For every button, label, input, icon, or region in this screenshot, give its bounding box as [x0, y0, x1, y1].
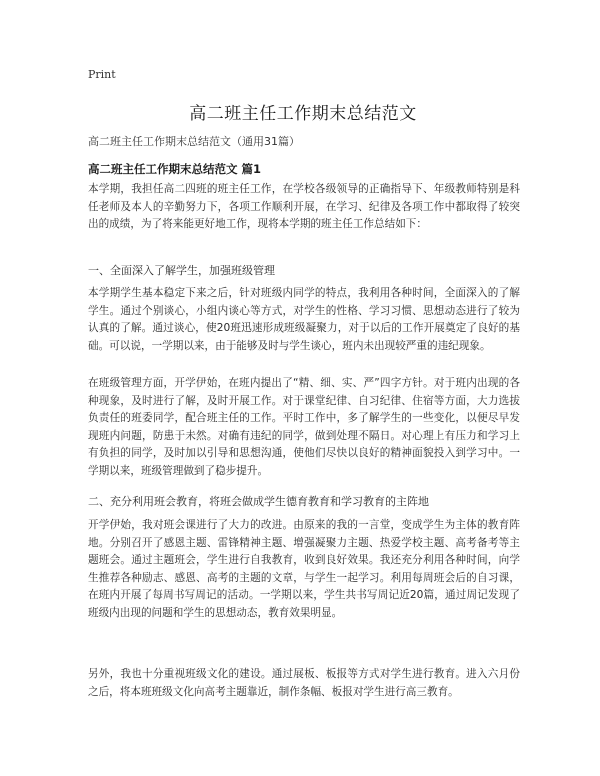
print-label[interactable]: Print [88, 68, 116, 81]
paragraph-class-management: 在班级管理方面，开学伊始，在班内提出了“精、细、实、严”四字方针。对于班内出现的各种现象，及时进行了解，及时开展工作。对于课堂纪律、自习纪律、住宿等方面，大力选拔负责任的班委同学，配合班主任的工作。平时工作中，多了解学生的一些变化，以便尽早发现班内问题，防患于未然。对确有违纪的同学，做到处理不隔日。对心理上有压力和学习上有负担的同学，及时加以引导和思想沟通，使他们尽快以良好的精神面貌投入到学习中。一学期以来，班级管理做到了稳步提升。 [88, 377, 520, 477]
paragraph-class-culture: 另外，我也十分重视班级文化的建设。通过展板、板报等方式对学生进行教育。进入六月份之后，将本班班级文化向高考主题靠近，制作条幅、板报对学生进行高三教育。 [88, 668, 520, 698]
paragraph-understand-students: 本学期学生基本稳定下来之后，针对班级内同学的特点，我利用各种时间，全面深入的了解学生。通过个别谈心，小组内谈心等方式，对学生的性格、学习习惯、思想动态进行了较为认真的了解。通过谈心，使20班迅速形成班级凝聚力，对于以后的工作开展奠定了良好的基础。可以说，一学期以来，由于能够及时与学生谈心，班内未出现较严重的违纪现象。 [88, 287, 520, 352]
paragraph-class-meeting: 开学伊始，我对班会课进行了大力的改进。由原来的我的一言堂，变成学生为主体的教育阵地。分别召开了感恩主题、雷锋精神主题、增强凝聚力主题、热爱学校主题、高考备考等主题班会。通过主题班会，学生进行自我教育，收到良好效果。我还充分利用各种时间，向学生推荐各种励志、感恩、高考的主题的文章，与学生一起学习。利用每周班会后的自习课，在班内开展了每周书写周记的活动。一学期以来，学生共书写周记近20篇，通过周记发现了班级内出现的问题和学生的思想动态，教育效果明显。 [88, 519, 520, 619]
heading-class-meeting: 二、充分利用班会教育，将班会做成学生德育教育和学习教育的主阵地 [88, 495, 429, 508]
paragraph-intro: 本学期，我担任高二四班的班主任工作，在学校各级领导的正确指导下、年级教师特别是科任老师及本人的辛勤努力下，各项工作顺利开展，在学习、纪律及各项工作中都取得了较突出的成绩，为了将来能更好地工作，现将本学期的班主任工作总结如下： [88, 183, 520, 230]
document-subtitle: 高二班主任工作期末总结范文（通用31篇） [88, 135, 300, 148]
heading-understand-students: 一、全面深入了解学生，加强班级管理 [88, 264, 275, 277]
section-heading: 高二班主任工作期末总结范文 篇1 [88, 162, 262, 176]
page-title: 高二班主任工作期末总结范文 [189, 104, 417, 124]
